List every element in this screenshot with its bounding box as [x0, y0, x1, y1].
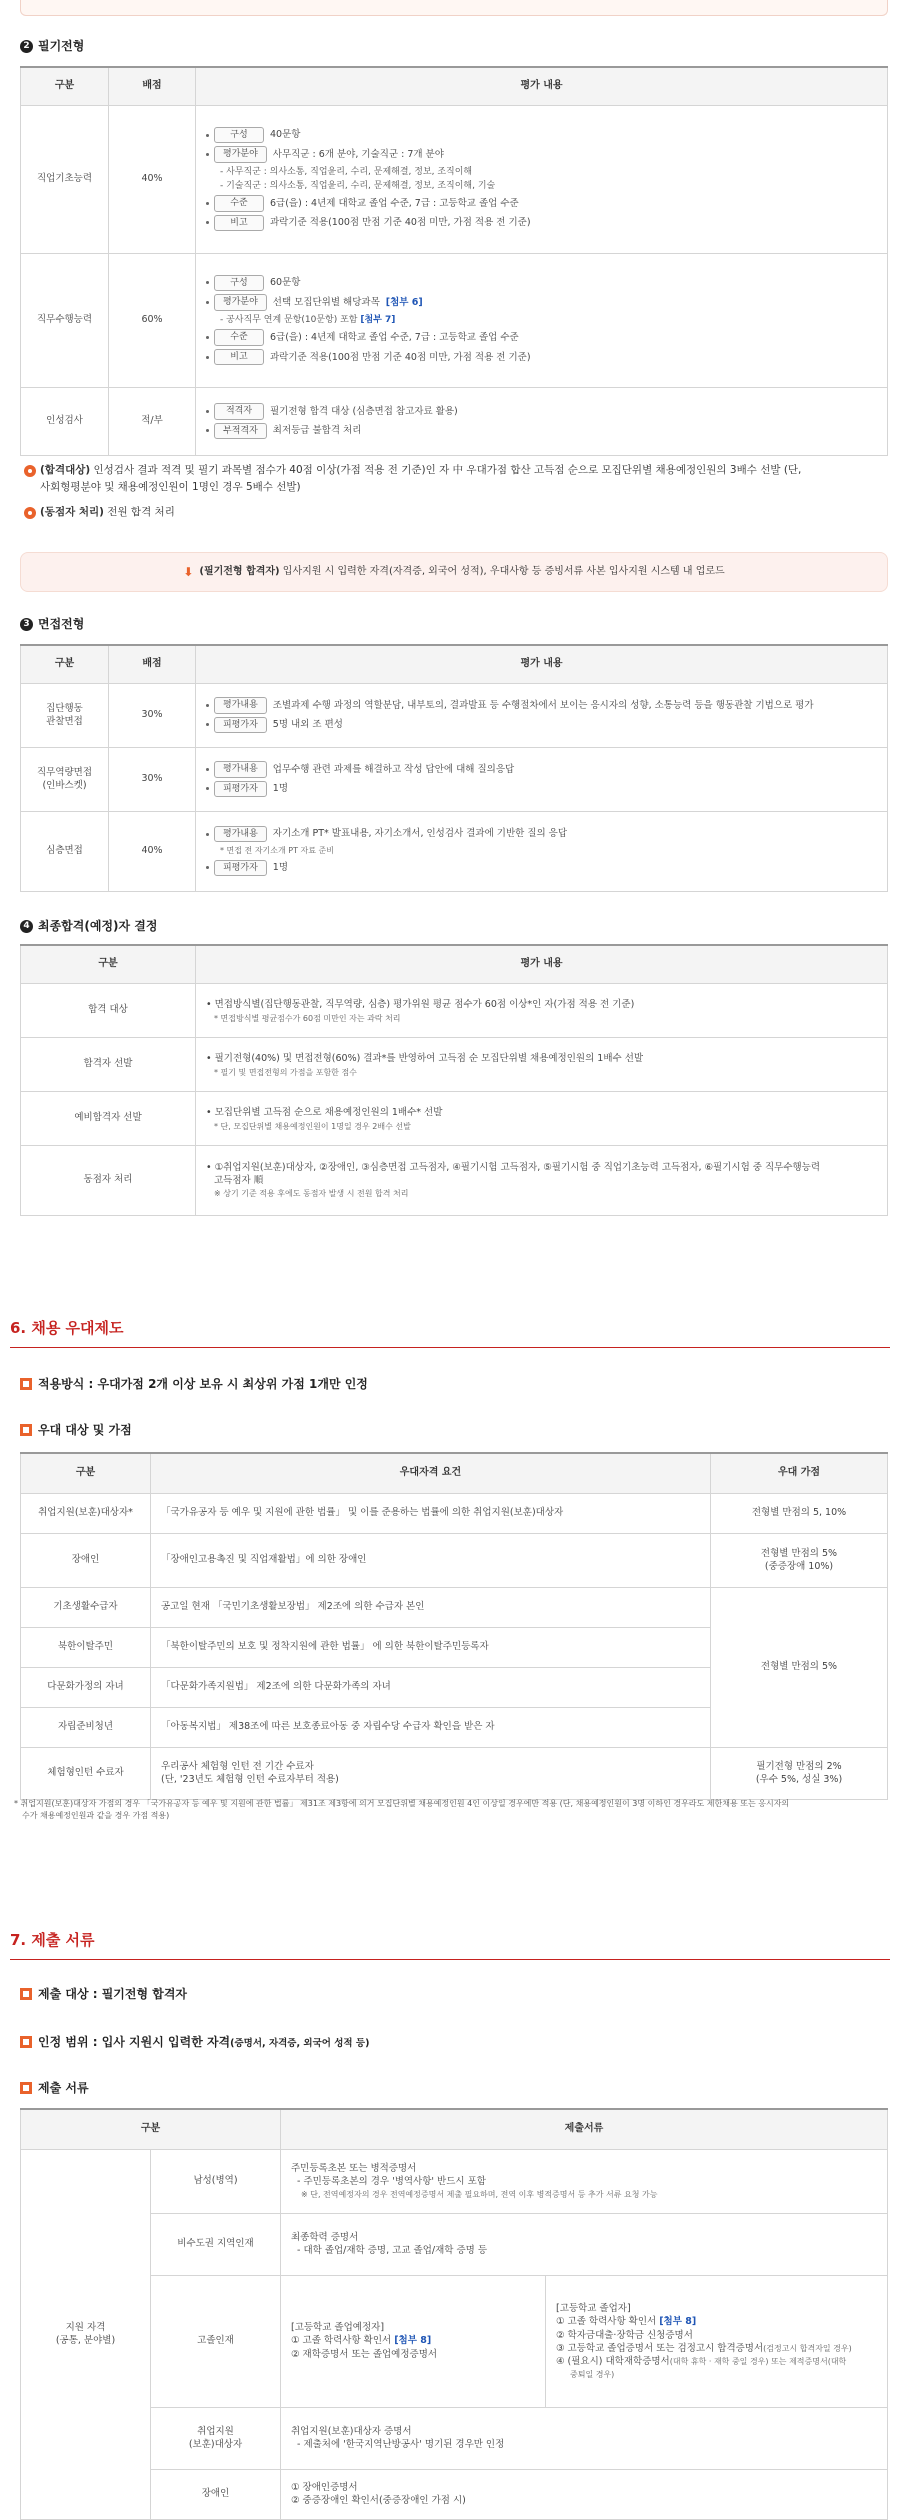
tag-label: 피평가자 — [214, 860, 267, 877]
tag-label: 평가내용 — [214, 826, 267, 843]
row-label: 동점자 처리 — [21, 1145, 196, 1215]
table-row — [21, 1747, 888, 1799]
row-label: 예비합격자 선발 — [21, 1091, 196, 1145]
group-label: 지원 자격 (공통, 분야별) — [21, 2149, 151, 2519]
doc-text: ③ 고등학교 졸업증명서 또는 검정고시 합격증명서 — [556, 2343, 764, 2355]
square-bullet-icon — [20, 1378, 32, 1390]
criteria-text: • 면접방식별(집단행동관찰, 직무역량, 심층) 평가위원 평균 점수가 60점 이상*인 자(가점 적용 전 기준) — [206, 998, 635, 1010]
note-text: * 면접방식별 평균점수가 60점 미만인 자는 과락 처리 — [214, 1014, 401, 1024]
tag-label: 적격자 — [214, 403, 264, 420]
pref-table — [20, 1452, 888, 1800]
requirement-text: 「국가유공자 등 예우 및 지원에 관한 법률」 및 이를 준용하는 법률에 의한 취업지원(보훈)대상자 — [151, 1493, 711, 1533]
points-text: 전형별 만점의 5, 10% — [711, 1493, 888, 1533]
row-label: 취업지원 (보훈)대상자 — [151, 2407, 281, 2469]
tag-text: 5명 내외 조 편성 — [272, 719, 343, 731]
docs-sub-title: 제출 서류 — [20, 2080, 89, 2097]
points-text: 필기전형 만점의 2% (우수 5%, 성실 3%) — [711, 1747, 888, 1799]
row-score: 30% — [109, 747, 196, 811]
table-row — [21, 1493, 888, 1533]
interview-table — [20, 644, 888, 892]
note-text: (대학 휴학 · 재학 중일 경우) 또는 제적증명서(대학 — [669, 2357, 847, 2367]
tag-text: 업무수행 관련 과제를 해결하고 작성 답안에 대해 질의응답 — [272, 763, 515, 775]
col-header: 구분 — [21, 645, 109, 683]
table-row — [21, 811, 888, 891]
pref-target-title: 우대 대상 및 가점 — [20, 1422, 132, 1439]
row-label: 장애인 — [151, 2469, 281, 2519]
row-label: 기초생활수급자 — [21, 1587, 151, 1627]
table-row — [21, 683, 888, 747]
doc-text: ② 재학증명서 또는 졸업예정증명서 — [291, 2348, 438, 2360]
tag-label: 부적격자 — [214, 423, 267, 440]
row-label: 체험형인턴 수료자 — [21, 1747, 151, 1799]
row-label: 고졸인재 — [151, 2275, 281, 2407]
attachment-link[interactable]: [첨부 8] — [394, 2335, 432, 2347]
square-bullet-icon — [20, 1988, 32, 2000]
tag-label: 수준 — [214, 329, 264, 346]
tag-label: 구성 — [214, 127, 264, 144]
tag-text: 자기소개 PT* 발표내용, 자기소개서, 인성검사 결과에 기반한 질의 응답 — [272, 828, 568, 840]
square-bullet-icon — [20, 2082, 32, 2094]
interview-section-title: 3 면접전형 — [20, 616, 84, 633]
pref-method: 적용방식 : 우대가점 2개 이상 보유 시 최상위 가점 1개만 인정 — [20, 1376, 368, 1393]
tag-text: 과락기준 적용(100점 만점 기준 40점 미만, 가점 적용 전 기준) — [270, 351, 531, 363]
tag-label: 비고 — [214, 349, 264, 366]
criteria-text: 고득점자 順 — [214, 1175, 264, 1187]
docs-target: 제출 대상 : 필기전형 합격자 — [20, 1986, 187, 2003]
doc-text: [고등학교 졸업자] — [556, 2303, 631, 2315]
doc-text: ② 학자금대출·장학금 신청증명서 — [556, 2329, 693, 2341]
tag-text: 선택 모집단위별 해당과목 — [272, 296, 380, 308]
attachment-link[interactable]: [첨부 8] — [659, 2316, 697, 2328]
note-text: 중퇴일 경우) — [570, 2369, 615, 2379]
docs-table — [20, 2108, 888, 2520]
row-score: 40% — [109, 811, 196, 891]
row-label: 비수도권 지역인재 — [151, 2213, 281, 2275]
tag-label: 평가분야 — [214, 294, 267, 311]
row-label: 합격자 선발 — [21, 1037, 196, 1091]
tag-text: 최저등급 불합격 처리 — [272, 425, 362, 437]
arrow-down-icon: ⬇ — [183, 564, 194, 579]
tag-text: 6급(을) : 4년제 대학교 졸업 수준, 7급 : 고등학교 졸업 수준 — [270, 331, 519, 343]
bullet-icon — [24, 507, 36, 519]
row-label: 심층면접 — [21, 811, 109, 891]
row-label: 다문화가정의 자녀 — [21, 1667, 151, 1707]
pref-footnote: * 취업지원(보훈)대상자 가점의 경우 「국가유공자 등 예우 및 지원에 관한 법률」 제31조 제3항에 의거 모집단위별 채용예정인원 4인 이상일 경우에만 적용 (단, 채용예정인원이 3명 이하인 경우라도 제한채용 또는 응시자의 수가 채용예정인원과 같을 경우 가점 적용) — [14, 1799, 790, 1820]
tag-text: 1명 — [272, 783, 289, 795]
tag-text: 필기전형 합격 대상 (심층면접 참고자료 활용) — [270, 405, 458, 417]
section-7-title: 7. 제출 서류 — [10, 1930, 890, 1960]
col-header: 구분 — [21, 945, 196, 983]
row-score: 60% — [109, 253, 196, 387]
tag-text: 1명 — [272, 862, 289, 874]
requirement-text: 「다문화가족지원법」 제2조에 의한 다문화가족의 자녀 — [151, 1667, 711, 1707]
row-label: 남성(병역) — [151, 2149, 281, 2213]
table-row — [21, 1037, 888, 1091]
row-label: 자립준비청년 — [21, 1707, 151, 1747]
col-header: 우대자격 요건 — [151, 1453, 711, 1493]
step-3-icon: 3 — [20, 618, 33, 631]
doc-text: 취업지원(보훈)대상자 증명서 — [291, 2425, 412, 2437]
tag-text: 40문항 — [270, 129, 301, 141]
col-header: 제출서류 — [281, 2109, 888, 2149]
square-bullet-icon — [20, 1424, 32, 1436]
row-label: 인성검사 — [21, 387, 109, 455]
doc-text: - 주민등록초본의 경우 '병역사항' 반드시 포함 — [297, 2176, 486, 2188]
step-2-icon: 2 — [20, 40, 33, 53]
criteria-text: • 필기전형(40%) 및 면접전형(60%) 결과*를 반영하여 고득점 순 모집단위별 채용예정인원의 1배수 선발 — [206, 1052, 644, 1064]
sub-text: - 공사직무 연계 문항(10문항) 포함 — [220, 314, 358, 325]
tag-text: 사무직군 : 6개 분야, 기술직군 : 7개 분야 — [272, 148, 444, 160]
table-row — [21, 2149, 888, 2213]
tag-text: 조별과제 수행 과정의 역할분담, 내부토의, 결과발표 등 수행절차에서 보이는 응시자의 성향, 소통능력 등을 행동관찰 기법으로 평가 — [272, 699, 814, 711]
table-row — [21, 1533, 888, 1587]
step-4-icon: 4 — [20, 920, 33, 933]
table-row — [21, 2213, 888, 2275]
requirement-text: 공고일 현재 「국민기초생활보장법」 제2조에 의한 수급자 본인 — [151, 1587, 711, 1627]
points-text: 전형별 만점의 5% — [711, 1587, 888, 1747]
col-header: 평가 내용 — [196, 945, 888, 983]
note-text: ※ 상기 기준 적용 후에도 동점자 발생 시 전원 합격 처리 — [214, 1188, 409, 1198]
doc-text: ① 고졸 학력사항 확인서 — [556, 2316, 660, 2328]
attachment-link[interactable]: [첨부 6] — [385, 296, 423, 308]
written-table — [20, 66, 888, 456]
row-label: 취업지원(보훈)대상자* — [21, 1493, 151, 1533]
row-label: 북한이탈주민 — [21, 1627, 151, 1667]
table-row — [21, 2469, 888, 2519]
row-score: 적/부 — [109, 387, 196, 455]
col-header: 배점 — [109, 645, 196, 683]
table-row — [21, 983, 888, 1037]
requirement-text: 우리공사 체험형 인턴 전 기간 수료자 (단, '23년도 체험형 인턴 수료자부터 적용) — [151, 1747, 711, 1799]
col-header: 평가 내용 — [196, 645, 888, 683]
final-section-title: 4 최종합격(예정)자 결정 — [20, 918, 157, 935]
final-table — [20, 944, 888, 1216]
square-bullet-icon — [20, 2036, 32, 2048]
doc-text: 최종학력 증명서 — [291, 2231, 359, 2243]
tag-label: 피평가자 — [214, 717, 267, 734]
row-score: 30% — [109, 683, 196, 747]
doc-text: 주민등록초본 또는 병적증명서 — [291, 2163, 417, 2175]
doc-text: - 대학 졸업/재학 증명, 고교 졸업/재학 증명 등 — [297, 2245, 487, 2256]
row-label: 합격 대상 — [21, 983, 196, 1037]
tag-label: 구성 — [214, 275, 264, 292]
col-header: 구분 — [21, 2109, 281, 2149]
note-text: * 면접 전 자기소개 PT 자료 준비 — [220, 846, 334, 856]
tag-text: 6급(을) : 4년제 대학교 졸업 수준, 7급 : 고등학교 졸업 수준 — [270, 197, 519, 209]
doc-text: - 제출처에 '한국지역난방공사' 명기된 경우만 인정 — [297, 2439, 505, 2450]
tag-label: 평가내용 — [214, 761, 267, 778]
doc-text: ① 고졸 학력사항 확인서 — [291, 2335, 395, 2347]
bullet-icon — [24, 465, 36, 477]
row-score: 40% — [109, 105, 196, 253]
row-label: 직무역량면접 (인바스켓) — [21, 747, 109, 811]
table-row — [21, 1091, 888, 1145]
col-header: 우대 가점 — [711, 1453, 888, 1493]
table-row — [21, 1145, 888, 1215]
col-header: 평가 내용 — [196, 67, 888, 105]
doc-text: ② 중증장애인 확인서(중증장애인 가점 시) — [291, 2495, 466, 2506]
tag-label: 비고 — [214, 215, 264, 232]
criteria-text: • 모집단위별 고득점 순으로 채용예정인원의 1배수* 선발 — [206, 1106, 443, 1118]
requirement-text: 「장애인고용촉진 및 직업재활법」에 의한 장애인 — [151, 1533, 711, 1587]
tag-label: 수준 — [214, 195, 264, 212]
points-text: 전형별 만점의 5% (중증장애 10%) — [711, 1533, 888, 1587]
criteria-text: • ①취업지원(보훈)대상자, ②장애인, ③심층면접 고득점자, ④필기시험 고득점자, ⑤필기시험 중 직업기초능력 고득점자, ⑥필기시험 중 직무수행능력 — [206, 1162, 821, 1174]
table-row — [21, 1587, 888, 1627]
table-row — [21, 2275, 888, 2407]
note-text: * 필기 및 면접전형의 가점을 포함한 점수 — [214, 1068, 357, 1078]
sub-text: - 기술직군 : 의사소통, 직업윤리, 수리, 문제해결, 정보, 조직이해, 기술 — [220, 180, 496, 191]
col-header: 배점 — [109, 67, 196, 105]
table-row — [21, 253, 888, 387]
requirement-text: 「아동복지법」 제38조에 따른 보호종료아동 중 자립수당 수급자 확인을 받은 자 — [151, 1707, 711, 1747]
note-text: * 단, 모집단위별 채용예정인원이 1명일 경우 2배수 선발 — [214, 1122, 411, 1132]
tag-label: 평가분야 — [214, 146, 267, 163]
section-6-title: 6. 채용 우대제도 — [10, 1318, 890, 1348]
written-section-title: 2 필기전형 — [20, 38, 84, 55]
tag-text: 과락기준 적용(100점 만점 기준 40점 미만, 가점 적용 전 기준) — [270, 217, 531, 229]
tag-label: 평가내용 — [214, 697, 267, 714]
note-text: ※ 단, 전역예정자의 경우 전역예정증명서 제출 필요하며, 전역 이후 병적증명서 등 추가 서류 요청 가능 — [301, 2189, 658, 2199]
row-label: 직업기초능력 — [21, 105, 109, 253]
requirement-text: 「북한이탈주민의 보호 및 정착지원에 관한 법률」 에 의한 북한이탈주민등록자 — [151, 1627, 711, 1667]
doc-text: ④ (필요시) 대학재학증명서 — [556, 2356, 670, 2368]
col-header: 구분 — [21, 67, 109, 105]
note-text: (검정고시 합격자일 경우) — [763, 2344, 852, 2354]
tag-label: 피평가자 — [214, 781, 267, 798]
tag-text: 60문항 — [270, 277, 301, 289]
col-header: 구분 — [21, 1453, 151, 1493]
attachment-link[interactable]: [첨부 7] — [360, 314, 396, 325]
top-notice-box — [20, 0, 888, 16]
table-row — [21, 2407, 888, 2469]
row-label: 집단행동 관찰면접 — [21, 683, 109, 747]
docs-scope: 인정 범위 : 입사 지원시 입력한 자격(증명서, 자격증, 외국어 성적 등) — [20, 2034, 369, 2051]
table-row — [21, 747, 888, 811]
doc-text: [고등학교 졸업예정자] — [291, 2322, 385, 2334]
pass-criteria-note: (합격대상) 인성검사 결과 적격 및 필기 과목별 점수가 40점 이상(가점 적용 전 기준)인 자 中 우대가점 합산 고득점 순으로 모집단위별 채용예정인원의 3배수 선발 (단, 사회형평분야 및 채용예정인원이 1명인 경우 5배수 선발) (동점자 처리) 전원 합격 처리 — [24, 462, 884, 520]
sub-text: - 사무직군 : 의사소통, 직업윤리, 수리, 문제해결, 정보, 조직이해 — [220, 166, 473, 177]
row-label: 직무수행능력 — [21, 253, 109, 387]
doc-text: ① 장애인증명서 — [291, 2481, 358, 2493]
table-row — [21, 105, 888, 253]
table-row — [21, 387, 888, 455]
row-label: 장애인 — [21, 1533, 151, 1587]
written-pass-callout: ⬇ (필기전형 합격자) 입사지원 시 입력한 자격(자격증, 외국어 성적), 우대사항 등 증빙서류 사본 입사지원 시스템 내 업로드 — [20, 552, 888, 592]
